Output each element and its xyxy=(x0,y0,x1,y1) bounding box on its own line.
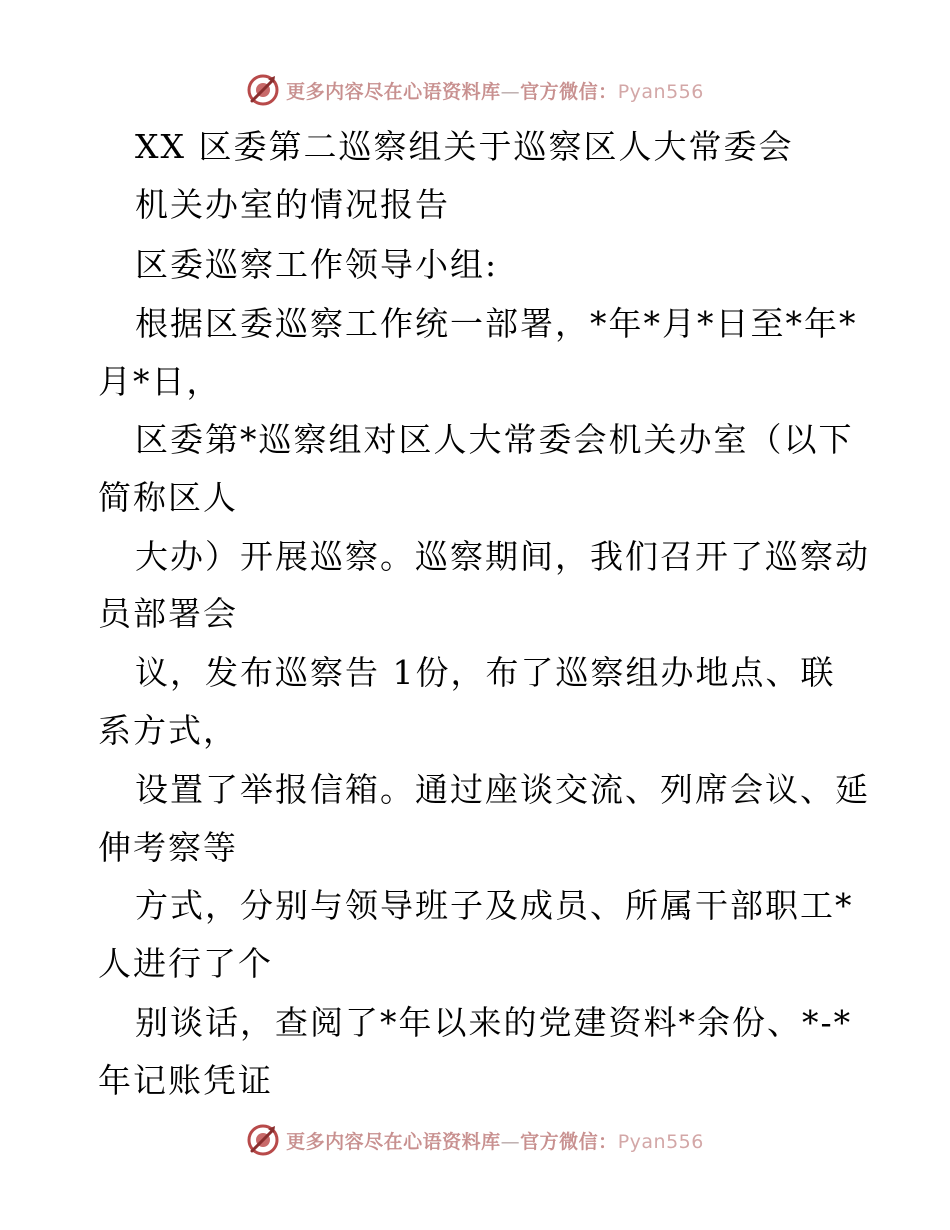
watermark-text xyxy=(286,1127,704,1154)
watermark-brand: 更多内容尽在心语资料库 xyxy=(286,80,501,103)
body-line: 方式，分别与领导班子及成员、所属干部职工* xyxy=(135,886,854,925)
document-title-line-1: XX 区委第二巡察组关于巡察区人大常委会 xyxy=(135,127,794,166)
body-line: 根据区委巡察工作统一部署，*年*月*日至*年* xyxy=(135,304,858,343)
watermark-account: Pyan556 xyxy=(617,80,704,103)
body-line: 别谈话，查阅了*年以来的党建资料*余份、*-* xyxy=(135,1003,853,1042)
body-line: 系方式， xyxy=(98,711,238,750)
watermark-channel: 官方微信： xyxy=(520,80,618,103)
body-line: 大办）开展巡察。巡察期间，我们召开了巡察动 xyxy=(135,537,870,576)
brand-logo-icon xyxy=(246,1123,280,1157)
body-line: 人进行了个 xyxy=(98,944,273,983)
watermark-channel: 官方微信： xyxy=(520,1130,618,1153)
salutation: 区委巡察工作领导小组: xyxy=(135,245,499,284)
body-line: 伸考察等 xyxy=(98,828,238,867)
watermark-banner-bottom xyxy=(0,1120,950,1160)
body-line: 议，发布巡察告 1份，布了巡察组办地点、联 xyxy=(135,653,836,692)
watermark-brand: 更多内容尽在心语资料库 xyxy=(286,1130,501,1153)
document-title-line-2: 机关办室的情况报告 xyxy=(135,185,450,224)
body-line: 简称区人 xyxy=(98,478,238,517)
body-line: 员部署会 xyxy=(98,594,238,633)
body-line: 区委第*巡察组对区人大常委会机关办室（以下 xyxy=(135,420,854,459)
body-line: 设置了举报信箱。通过座谈交流、列席会议、延 xyxy=(135,770,870,809)
watermark-separator: — xyxy=(500,1130,521,1153)
body-line: 月*日， xyxy=(98,362,222,401)
watermark-account: Pyan556 xyxy=(617,1130,704,1153)
body-line: 年记账凭证 xyxy=(98,1061,273,1100)
watermark-separator: — xyxy=(500,80,521,103)
